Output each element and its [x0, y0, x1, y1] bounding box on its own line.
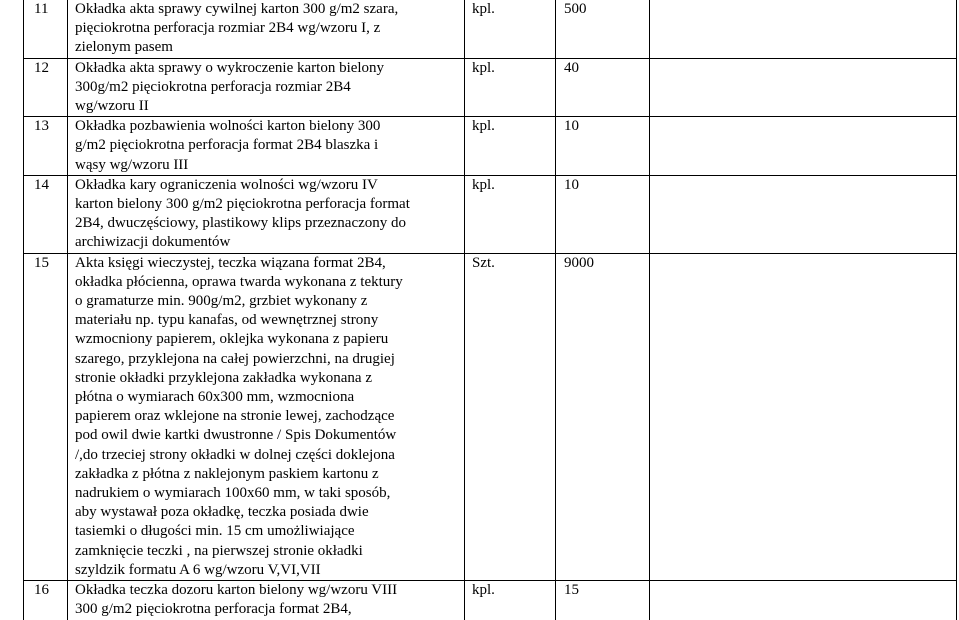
description-line: Okładka teczka dozoru karton bielony wg/wzoru VIII: [75, 582, 398, 599]
description-line: Okładka pozbawienia wolności karton bielony 300: [75, 118, 381, 135]
description-line: aby wystawał poza okładkę, teczka posiada dwie: [75, 504, 369, 521]
item-quantity: 10: [556, 117, 650, 176]
description-line: pod owil dwie kartki dwustronne / Spis Dokumentów: [75, 427, 397, 444]
item-quantity: 10: [556, 175, 650, 253]
description-line: zielonym pasem: [75, 39, 173, 56]
description-line: archiwizacji dokumentów: [75, 234, 231, 251]
description-line: /,do trzeciej strony okładki w dolnej części doklejona: [75, 446, 395, 463]
description-line: Okładka akta sprawy o wykroczenie karton bielony: [75, 59, 385, 76]
description-line: papierem oraz wklejone na stronie lewej, zachodzące: [75, 408, 395, 425]
empty-cell: [650, 175, 957, 253]
item-unit: kpl.: [465, 0, 556, 58]
item-number: 12: [24, 58, 68, 117]
description-line: Okładka akta sprawy cywilnej karton 300 g/m2 szara,: [75, 1, 399, 17]
item-quantity: 9000: [556, 253, 650, 580]
item-unit: Szt.: [465, 253, 556, 580]
item-unit: kpl.: [465, 175, 556, 253]
empty-cell: [650, 253, 957, 580]
description-line: stronie okładki przyklejona zakładka wykonana z: [75, 369, 372, 386]
item-quantity: 15: [556, 581, 650, 620]
description-line: karton bielony 300 g/m2 pięciokrotna perforacja format: [75, 196, 410, 213]
description-line: nadrukiem o wymiarach 100x60 mm, w taki sposób,: [75, 485, 391, 502]
item-description: [68, 0, 465, 58]
description-line: wg/wzoru II: [75, 98, 149, 115]
description-line: g/m2 pięciokrotna perforacja format 2B4 blaszka i: [75, 137, 379, 154]
description-line: 300g/m2 pięciokrotna perforacja rozmiar 2B4: [75, 78, 351, 95]
item-unit: kpl.: [465, 58, 556, 117]
item-number: 14: [24, 175, 68, 253]
item-description: [68, 581, 465, 620]
specification-table-body: [24, 0, 957, 620]
item-quantity: 500: [556, 0, 650, 58]
table-row: [24, 58, 957, 117]
empty-cell: [650, 581, 957, 620]
item-quantity: 40: [556, 58, 650, 117]
specification-table: [23, 0, 957, 620]
item-number: 16: [24, 581, 68, 620]
description-line: Okładka kary ograniczenia wolności wg/wzoru IV: [75, 176, 378, 193]
description-line: Akta księgi wieczystej, teczka wiązana format 2B4,: [75, 254, 386, 271]
description-line: o gramaturze min. 900g/m2, grzbiet wykonany z: [75, 293, 368, 310]
description-line: okładka płócienna, oprawa twarda wykonana z tektury: [75, 273, 403, 290]
description-line: szarego, przyklejona na całej powierzchni, na drugiej: [75, 350, 395, 367]
description-line: 300 g/m2 pięciokrotna perforacja format 2B4,: [75, 601, 352, 618]
description-line: wąsy wg/wzoru III: [75, 156, 189, 173]
table-row: [24, 581, 957, 620]
item-unit: kpl.: [465, 581, 556, 620]
table-row: [24, 253, 957, 580]
description-line: materiału np. typu kanafas, od wewnętrznej strony: [75, 312, 379, 329]
item-number: 11: [24, 0, 68, 58]
description-line: zakładka z płótna z naklejonym paskiem kartonu z: [75, 465, 379, 482]
item-description: [68, 253, 465, 580]
item-description: [68, 175, 465, 253]
item-description: [68, 58, 465, 117]
item-number: 13: [24, 117, 68, 176]
item-description: [68, 117, 465, 176]
item-number: 15: [24, 253, 68, 580]
empty-cell: [650, 58, 957, 117]
description-line: płótna o wymiarach 60x300 mm, wzmocniona: [75, 389, 355, 406]
empty-cell: [650, 0, 957, 58]
description-line: wzmocniony papierem, oklejka wykonana z papieru: [75, 331, 389, 348]
description-line: szyldzik formatu A 6 wg/wzoru V,VI,VII: [75, 561, 321, 578]
table-row: [24, 0, 957, 58]
description-line: tasiemki o długości min. 15 cm umożliwiające: [75, 523, 355, 540]
empty-cell: [650, 117, 957, 176]
table-row: [24, 117, 957, 176]
description-line: pięciokrotna perforacja rozmiar 2B4 wg/wzoru I, z: [75, 20, 381, 37]
description-line: zamknięcie teczki , na pierwszej stronie okładki: [75, 542, 363, 559]
description-line: 2B4, dwuczęściowy, plastikowy klips przeznaczony do: [75, 215, 407, 232]
table-row: [24, 175, 957, 253]
item-unit: kpl.: [465, 117, 556, 176]
